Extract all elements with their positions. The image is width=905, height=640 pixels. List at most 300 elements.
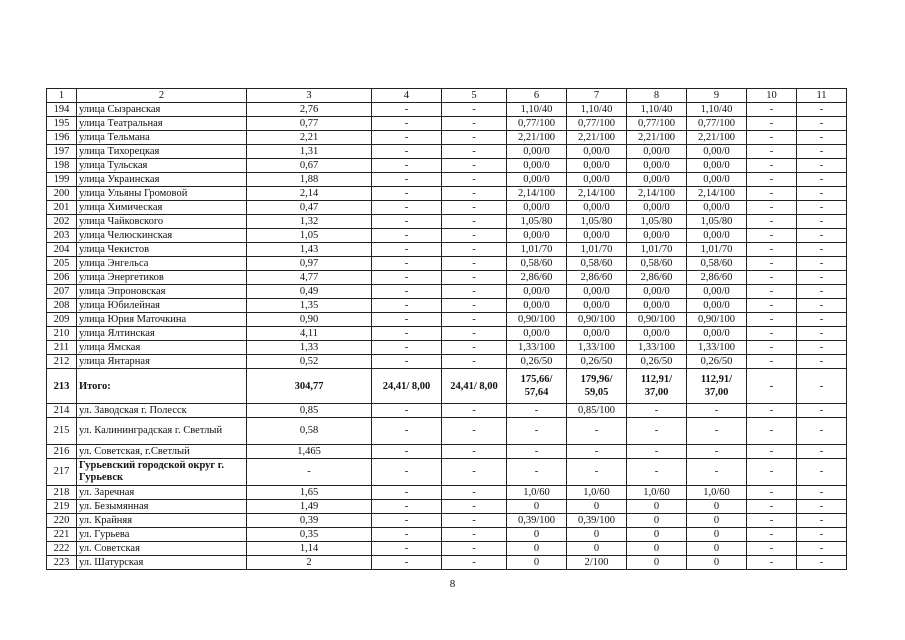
table-row <box>47 459 847 486</box>
header-cell: 1 <box>47 89 77 103</box>
value-cell: 2,21/100 <box>627 131 687 145</box>
value-cell: 1,465 <box>247 445 372 459</box>
row-number-cell: 208 <box>47 299 77 313</box>
table-row <box>47 103 847 117</box>
value-cell: 24,41/ 8,00 <box>442 369 507 404</box>
value-cell: - <box>797 418 847 445</box>
value-cell: - <box>442 201 507 215</box>
header-cell: 3 <box>247 89 372 103</box>
value-cell: 0,77/100 <box>627 117 687 131</box>
row-number-cell: 215 <box>47 418 77 445</box>
value-cell: - <box>372 299 442 313</box>
value-cell: - <box>747 445 797 459</box>
street-name-cell: улица Юбилейная <box>77 299 247 313</box>
value-cell: - <box>372 528 442 542</box>
value-cell: - <box>747 131 797 145</box>
table-row <box>47 355 847 369</box>
row-number-cell: 199 <box>47 173 77 187</box>
value-cell: 2 <box>247 556 372 570</box>
value-cell: 0,97 <box>247 257 372 271</box>
value-cell: 1,05/80 <box>507 215 567 229</box>
value-cell: 0,00/0 <box>687 201 747 215</box>
value-cell: 112,91/ 37,00 <box>627 369 687 404</box>
table-row <box>47 514 847 528</box>
value-cell: 0 <box>687 514 747 528</box>
value-cell: 1,43 <box>247 243 372 257</box>
table-row <box>47 418 847 445</box>
value-cell: - <box>442 243 507 257</box>
value-cell: 0,77 <box>247 117 372 131</box>
value-cell: - <box>797 445 847 459</box>
header-cell: 2 <box>77 89 247 103</box>
table-row <box>47 486 847 500</box>
value-cell: 0,39 <box>247 514 372 528</box>
value-cell: 1,35 <box>247 299 372 313</box>
table-row <box>47 271 847 285</box>
value-cell: - <box>442 103 507 117</box>
value-cell: 0,00/0 <box>567 173 627 187</box>
value-cell: - <box>747 299 797 313</box>
value-cell: - <box>797 299 847 313</box>
value-cell: 0,00/0 <box>627 327 687 341</box>
value-cell: 0,00/0 <box>567 299 627 313</box>
value-cell: - <box>797 341 847 355</box>
value-cell: 0,00/0 <box>507 285 567 299</box>
value-cell: - <box>797 145 847 159</box>
row-number-cell: 201 <box>47 201 77 215</box>
value-cell: 0,00/0 <box>507 201 567 215</box>
value-cell: - <box>372 445 442 459</box>
value-cell: - <box>442 418 507 445</box>
value-cell: 0,00/0 <box>687 327 747 341</box>
row-number-cell: 206 <box>47 271 77 285</box>
value-cell: 0,00/0 <box>627 285 687 299</box>
value-cell: - <box>372 313 442 327</box>
value-cell: - <box>747 229 797 243</box>
value-cell: 2,86/60 <box>507 271 567 285</box>
value-cell: - <box>442 117 507 131</box>
value-cell: 1,33/100 <box>687 341 747 355</box>
value-cell: - <box>747 285 797 299</box>
value-cell: - <box>747 418 797 445</box>
value-cell: 4,11 <box>247 327 372 341</box>
value-cell: - <box>442 257 507 271</box>
value-cell: - <box>372 215 442 229</box>
table-row <box>47 369 847 404</box>
value-cell: 0,00/0 <box>567 201 627 215</box>
table-row <box>47 445 847 459</box>
value-cell: 0 <box>627 542 687 556</box>
table-header-row <box>47 89 847 103</box>
value-cell: 0,00/0 <box>687 173 747 187</box>
value-cell: - <box>442 459 507 486</box>
value-cell: - <box>797 229 847 243</box>
value-cell: 1,05/80 <box>627 215 687 229</box>
street-name-cell: ул. Крайняя <box>77 514 247 528</box>
value-cell: - <box>507 445 567 459</box>
row-number-cell: 195 <box>47 117 77 131</box>
value-cell: - <box>627 418 687 445</box>
value-cell: 0,77/100 <box>567 117 627 131</box>
value-cell: 2,86/60 <box>567 271 627 285</box>
street-name-cell: улица Эпроновская <box>77 285 247 299</box>
row-number-cell: 210 <box>47 327 77 341</box>
value-cell: 0 <box>507 500 567 514</box>
value-cell: 0 <box>567 528 627 542</box>
value-cell: 1,49 <box>247 500 372 514</box>
value-cell: - <box>747 201 797 215</box>
street-name-cell: Гурьевский городской округ г. Гурьевск <box>77 459 247 486</box>
value-cell: - <box>442 229 507 243</box>
value-cell: - <box>372 459 442 486</box>
header-cell: 6 <box>507 89 567 103</box>
value-cell: 2,14/100 <box>567 187 627 201</box>
value-cell: - <box>372 355 442 369</box>
value-cell: - <box>747 556 797 570</box>
value-cell: 0 <box>567 542 627 556</box>
value-cell: 1,10/40 <box>567 103 627 117</box>
value-cell: - <box>372 229 442 243</box>
value-cell: - <box>247 459 372 486</box>
value-cell: - <box>797 542 847 556</box>
value-cell: 0,00/0 <box>627 145 687 159</box>
value-cell: 0,00/0 <box>687 299 747 313</box>
value-cell: - <box>747 271 797 285</box>
header-cell: 8 <box>627 89 687 103</box>
value-cell: 0,67 <box>247 159 372 173</box>
value-cell: - <box>442 271 507 285</box>
value-cell: 0,26/50 <box>507 355 567 369</box>
value-cell: 0,52 <box>247 355 372 369</box>
value-cell: - <box>567 445 627 459</box>
value-cell: 4,77 <box>247 271 372 285</box>
table-row <box>47 257 847 271</box>
value-cell: 1,0/60 <box>507 486 567 500</box>
value-cell: 1,31 <box>247 145 372 159</box>
value-cell: - <box>372 327 442 341</box>
table-row <box>47 327 847 341</box>
header-cell: 4 <box>372 89 442 103</box>
value-cell: - <box>797 514 847 528</box>
value-cell: - <box>797 187 847 201</box>
street-name-cell: улица Ялтинская <box>77 327 247 341</box>
value-cell: - <box>372 173 442 187</box>
value-cell: 1,10/40 <box>507 103 567 117</box>
row-number-cell: 200 <box>47 187 77 201</box>
row-number-cell: 202 <box>47 215 77 229</box>
value-cell: 0,58/60 <box>567 257 627 271</box>
value-cell: 0,90/100 <box>507 313 567 327</box>
street-name-cell: улица Ямская <box>77 341 247 355</box>
value-cell: 0,85/100 <box>567 404 627 418</box>
value-cell: - <box>747 215 797 229</box>
value-cell: 0,00/0 <box>507 229 567 243</box>
value-cell: 0,00/0 <box>567 285 627 299</box>
value-cell: 0,58/60 <box>687 257 747 271</box>
value-cell: 0,00/0 <box>507 173 567 187</box>
table-row <box>47 528 847 542</box>
value-cell: - <box>797 528 847 542</box>
header-cell: 9 <box>687 89 747 103</box>
value-cell: 2,14/100 <box>507 187 567 201</box>
value-cell: - <box>797 257 847 271</box>
value-cell: - <box>442 173 507 187</box>
street-name-cell: улица Янтарная <box>77 355 247 369</box>
value-cell: 0,49 <box>247 285 372 299</box>
value-cell: - <box>747 327 797 341</box>
value-cell: - <box>442 131 507 145</box>
value-cell: - <box>797 117 847 131</box>
value-cell: 2,14/100 <box>687 187 747 201</box>
value-cell: - <box>747 117 797 131</box>
street-name-cell: улица Ульяны Громовой <box>77 187 247 201</box>
row-number-cell: 194 <box>47 103 77 117</box>
row-number-cell: 197 <box>47 145 77 159</box>
value-cell: 175,66/ 57,64 <box>507 369 567 404</box>
value-cell: - <box>687 418 747 445</box>
row-number-cell: 223 <box>47 556 77 570</box>
value-cell: - <box>797 173 847 187</box>
value-cell: 2,86/60 <box>627 271 687 285</box>
value-cell: - <box>797 271 847 285</box>
row-number-cell: 216 <box>47 445 77 459</box>
street-name-cell: Итого: <box>77 369 247 404</box>
value-cell: 2,21 <box>247 131 372 145</box>
row-number-cell: 214 <box>47 404 77 418</box>
value-cell: 0,90/100 <box>627 313 687 327</box>
row-number-cell: 218 <box>47 486 77 500</box>
table-row <box>47 187 847 201</box>
value-cell: - <box>567 418 627 445</box>
value-cell: - <box>442 355 507 369</box>
value-cell: 0,00/0 <box>687 145 747 159</box>
value-cell: - <box>747 486 797 500</box>
value-cell: - <box>372 500 442 514</box>
street-name-cell: ул. Советская, г.Светлый <box>77 445 247 459</box>
row-number-cell: 203 <box>47 229 77 243</box>
value-cell: - <box>747 500 797 514</box>
value-cell: 0,77/100 <box>687 117 747 131</box>
value-cell: - <box>797 459 847 486</box>
value-cell: 2,76 <box>247 103 372 117</box>
value-cell: 1,10/40 <box>627 103 687 117</box>
row-number-cell: 222 <box>47 542 77 556</box>
value-cell: 0,00/0 <box>567 145 627 159</box>
value-cell: 1,01/70 <box>627 243 687 257</box>
value-cell: 0,26/50 <box>627 355 687 369</box>
table-row <box>47 556 847 570</box>
value-cell: - <box>372 201 442 215</box>
table-row <box>47 159 847 173</box>
table-row <box>47 215 847 229</box>
value-cell: 1,33 <box>247 341 372 355</box>
street-name-cell: ул. Заводская г. Полесск <box>77 404 247 418</box>
value-cell: - <box>797 103 847 117</box>
value-cell: 1,88 <box>247 173 372 187</box>
row-number-cell: 217 <box>47 459 77 486</box>
row-number-cell: 204 <box>47 243 77 257</box>
street-name-cell: ул. Безымянная <box>77 500 247 514</box>
value-cell: - <box>797 201 847 215</box>
value-cell: - <box>442 285 507 299</box>
value-cell: - <box>372 404 442 418</box>
value-cell: 0,26/50 <box>567 355 627 369</box>
value-cell: 179,96/ 59,05 <box>567 369 627 404</box>
value-cell: - <box>797 285 847 299</box>
street-name-cell: улица Юрия Маточкина <box>77 313 247 327</box>
value-cell: 2,21/100 <box>567 131 627 145</box>
value-cell: - <box>442 542 507 556</box>
value-cell: 1,10/40 <box>687 103 747 117</box>
value-cell: - <box>442 341 507 355</box>
value-cell: 0,39/100 <box>567 514 627 528</box>
value-cell: 0 <box>627 514 687 528</box>
row-number-cell: 207 <box>47 285 77 299</box>
value-cell: 0,85 <box>247 404 372 418</box>
value-cell: 304,77 <box>247 369 372 404</box>
value-cell: - <box>797 159 847 173</box>
value-cell: - <box>627 459 687 486</box>
value-cell: 1,33/100 <box>627 341 687 355</box>
value-cell: 1,0/60 <box>627 486 687 500</box>
value-cell: - <box>797 355 847 369</box>
value-cell: 0 <box>507 556 567 570</box>
value-cell: 1,33/100 <box>507 341 567 355</box>
value-cell: - <box>507 418 567 445</box>
value-cell: 0 <box>507 542 567 556</box>
value-cell: - <box>372 271 442 285</box>
row-number-cell: 196 <box>47 131 77 145</box>
value-cell: - <box>442 514 507 528</box>
value-cell: - <box>442 299 507 313</box>
value-cell: 1,33/100 <box>567 341 627 355</box>
street-name-cell: улица Тельмана <box>77 131 247 145</box>
row-number-cell: 220 <box>47 514 77 528</box>
table-row <box>47 404 847 418</box>
value-cell: 2,14/100 <box>627 187 687 201</box>
value-cell: - <box>442 327 507 341</box>
street-name-cell: улица Челюскинская <box>77 229 247 243</box>
value-cell: 1,05/80 <box>567 215 627 229</box>
value-cell: - <box>797 131 847 145</box>
value-cell: 112,91/ 37,00 <box>687 369 747 404</box>
value-cell: - <box>442 404 507 418</box>
value-cell: - <box>372 243 442 257</box>
value-cell: 0 <box>627 528 687 542</box>
value-cell: - <box>442 313 507 327</box>
value-cell: - <box>747 341 797 355</box>
value-cell: - <box>372 514 442 528</box>
value-cell: 0,77/100 <box>507 117 567 131</box>
table-row <box>47 542 847 556</box>
value-cell: 1,01/70 <box>507 243 567 257</box>
value-cell: 0,90/100 <box>687 313 747 327</box>
row-number-cell: 209 <box>47 313 77 327</box>
value-cell: - <box>442 486 507 500</box>
table-row <box>47 285 847 299</box>
value-cell: 0 <box>627 500 687 514</box>
value-cell: - <box>797 556 847 570</box>
row-number-cell: 212 <box>47 355 77 369</box>
value-cell: - <box>567 459 627 486</box>
value-cell: 0 <box>687 542 747 556</box>
value-cell: 1,05 <box>247 229 372 243</box>
value-cell: 0 <box>627 556 687 570</box>
value-cell: - <box>747 459 797 486</box>
value-cell: - <box>372 145 442 159</box>
value-cell: - <box>687 404 747 418</box>
street-name-cell: улица Чайковского <box>77 215 247 229</box>
value-cell: 0,00/0 <box>507 145 567 159</box>
value-cell: 0,26/50 <box>687 355 747 369</box>
value-cell: 0,00/0 <box>627 173 687 187</box>
value-cell: - <box>372 131 442 145</box>
value-cell: 0 <box>687 528 747 542</box>
value-cell: - <box>747 313 797 327</box>
value-cell: - <box>372 257 442 271</box>
value-cell: - <box>687 459 747 486</box>
value-cell: - <box>372 187 442 201</box>
value-cell: 1,14 <box>247 542 372 556</box>
value-cell: - <box>747 528 797 542</box>
value-cell: - <box>372 486 442 500</box>
value-cell: - <box>747 159 797 173</box>
value-cell: 1,65 <box>247 486 372 500</box>
value-cell: - <box>747 187 797 201</box>
value-cell: - <box>442 145 507 159</box>
table-row <box>47 313 847 327</box>
page-number: 8 <box>449 578 456 590</box>
table-row <box>47 173 847 187</box>
value-cell: 0,90 <box>247 313 372 327</box>
value-cell: 0,00/0 <box>627 201 687 215</box>
value-cell: - <box>797 215 847 229</box>
value-cell: - <box>747 173 797 187</box>
value-cell: 0 <box>687 500 747 514</box>
street-name-cell: ул. Гурьева <box>77 528 247 542</box>
value-cell: - <box>507 404 567 418</box>
value-cell: 0,00/0 <box>687 285 747 299</box>
value-cell: 1,01/70 <box>567 243 627 257</box>
value-cell: 1,05/80 <box>687 215 747 229</box>
row-number-cell: 219 <box>47 500 77 514</box>
row-number-cell: 198 <box>47 159 77 173</box>
value-cell: 1,01/70 <box>687 243 747 257</box>
value-cell: - <box>797 327 847 341</box>
table-row <box>47 341 847 355</box>
value-cell: - <box>372 159 442 173</box>
value-cell: 0,00/0 <box>567 159 627 173</box>
value-cell: 0,39/100 <box>507 514 567 528</box>
value-cell: - <box>747 257 797 271</box>
value-cell: - <box>797 404 847 418</box>
value-cell: - <box>747 404 797 418</box>
value-cell: 0,00/0 <box>627 159 687 173</box>
value-cell: 0,58 <box>247 418 372 445</box>
value-cell: 0,35 <box>247 528 372 542</box>
value-cell: - <box>797 500 847 514</box>
street-name-cell: улица Сызранская <box>77 103 247 117</box>
value-cell: - <box>747 243 797 257</box>
header-cell: 7 <box>567 89 627 103</box>
street-name-cell: улица Украинская <box>77 173 247 187</box>
row-number-cell: 211 <box>47 341 77 355</box>
value-cell: 2/100 <box>567 556 627 570</box>
header-cell: 11 <box>797 89 847 103</box>
value-cell: - <box>627 404 687 418</box>
value-cell: - <box>797 313 847 327</box>
value-cell: 0,47 <box>247 201 372 215</box>
